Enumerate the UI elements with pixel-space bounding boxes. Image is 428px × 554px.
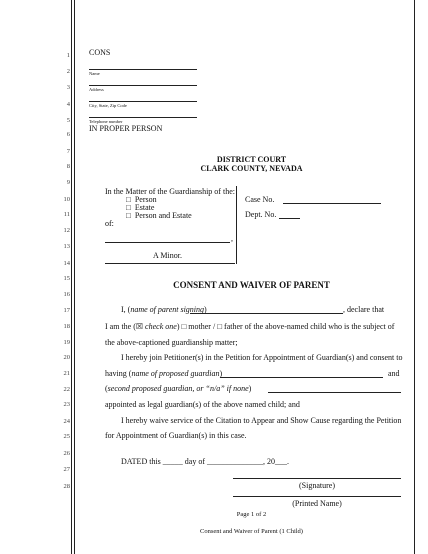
paragraph-2-line-2 <box>105 369 222 378</box>
line-number: 21 <box>63 370 70 377</box>
option-estate-label: Estate <box>134 203 155 212</box>
court-name: DISTRICT COURT <box>216 155 287 164</box>
line-number: 28 <box>63 483 70 490</box>
document-title: CONSENT AND WAIVER OF PARENT <box>173 280 330 290</box>
right-margin-rule <box>414 0 415 554</box>
line-number: 3 <box>66 84 70 91</box>
text: ) <box>219 369 223 378</box>
second-guardian-hint: second proposed guardian, or “n/a” if none <box>107 384 249 393</box>
line-number: 15 <box>63 275 70 282</box>
line-number: 23 <box>63 401 70 408</box>
line-number: 16 <box>63 291 70 298</box>
line-number: 24 <box>63 418 70 425</box>
line-number: 6 <box>66 131 70 138</box>
check-one-hint: check one <box>145 322 177 331</box>
city-line <box>89 101 197 102</box>
text: I, ( <box>121 305 131 314</box>
address-label: Address <box>89 87 104 92</box>
line-number: 22 <box>63 386 70 393</box>
line-number: 10 <box>63 196 70 203</box>
proper-person-label: IN PROPER PERSON <box>89 124 163 133</box>
paragraph-2-line-3 <box>105 384 251 393</box>
left-margin-rule-inner <box>74 0 75 554</box>
mother-father-choice[interactable]: ) □ mother / □ father of the above-named child who is the subject of <box>176 322 395 331</box>
line-number: 9 <box>66 179 70 186</box>
phone-line <box>89 117 197 118</box>
city-label: City, State, Zip Code <box>89 103 127 108</box>
line-number: 20 <box>63 354 70 361</box>
of-text: of: <box>105 219 114 228</box>
proposed-guardian-field[interactable] <box>220 377 383 378</box>
paragraph-3-line-1: I hereby waive service of the Citation to Appear and Show Cause regarding the Petition <box>121 416 402 425</box>
option-person-label: Person <box>134 195 157 204</box>
left-margin-rule <box>71 0 72 554</box>
line-number: 19 <box>63 339 70 346</box>
signature-label: (Signature) <box>299 481 335 490</box>
matter-of-text: In the Matter of the Guardianship of the: <box>105 187 235 196</box>
footer-title: Consent and Waiver of Parent (1 Child) <box>200 528 303 535</box>
paragraph-2-line-1: I hereby join Petitioner(s) in the Petition for Appointment of Guardian(s) and consent to <box>121 353 403 362</box>
cons-label: CONS <box>89 48 111 57</box>
printed-name-label: (Printed Name) <box>292 499 342 508</box>
printed-name-field[interactable] <box>233 496 401 497</box>
minor-name-line[interactable] <box>105 242 230 243</box>
line-number: 7 <box>66 148 70 155</box>
line-number: 27 <box>63 466 70 473</box>
parent-name-field[interactable] <box>190 313 343 314</box>
line-number: 26 <box>63 450 70 457</box>
line-number: 11 <box>63 211 70 218</box>
address-line <box>89 85 197 86</box>
second-guardian-field[interactable] <box>268 392 401 393</box>
and-text: and <box>388 369 400 378</box>
checkbox-icon[interactable]: □ <box>126 211 131 220</box>
line-number: 4 <box>66 101 70 108</box>
case-number-label: Case No. <box>245 195 275 204</box>
checkbox-icon[interactable]: □ <box>126 203 131 212</box>
declare-text: , declare that <box>343 305 385 314</box>
line-number: 13 <box>63 243 70 250</box>
minor-text: A Minor. <box>153 251 182 260</box>
line-number: 25 <box>63 433 70 440</box>
dept-number-field[interactable] <box>279 218 300 219</box>
caption-bottom-line <box>105 263 235 264</box>
proposed-guardian-hint: name of proposed guardian <box>131 369 220 378</box>
option-person-estate-label: Person and Estate <box>134 211 192 220</box>
line-number: 5 <box>66 117 70 124</box>
text: ) <box>204 305 207 314</box>
comma-text: , <box>231 234 233 243</box>
page-number: Page 1 of 2 <box>236 511 267 518</box>
paragraph-1-line-3: the above-captioned guardianship matter; <box>105 338 238 347</box>
paragraph-1-line-2 <box>105 322 394 331</box>
parent-name-hint: name of parent signing <box>130 305 205 314</box>
caption-divider <box>236 186 237 264</box>
phone-label: Telephone number <box>89 119 123 124</box>
text: ( <box>105 384 108 393</box>
text: I am the (☒ <box>105 322 144 331</box>
line-number: 17 <box>63 307 70 314</box>
line-number: 2 <box>66 68 70 75</box>
signature-field[interactable] <box>233 478 401 479</box>
option-person-estate <box>126 211 192 220</box>
dept-number-label: Dept. No. <box>245 210 277 219</box>
line-number: 1 <box>66 52 70 59</box>
text: ) <box>248 384 252 393</box>
name-line <box>89 69 197 70</box>
court-county: CLARK COUNTY, NEVADA <box>200 164 303 173</box>
dated-line[interactable]: DATED this _____ day of ______________, 20___. <box>121 457 289 466</box>
case-number-field[interactable] <box>283 203 381 204</box>
line-number: 18 <box>63 323 70 330</box>
line-number: 12 <box>63 227 70 234</box>
line-number: 14 <box>63 260 70 267</box>
paragraph-2-line-4: appointed as legal guardian(s) of the above named child; and <box>105 400 300 409</box>
text: having ( <box>105 369 132 378</box>
line-number: 8 <box>66 163 70 170</box>
name-label: Name <box>89 71 100 76</box>
paragraph-3-line-2: for Appointment of Guardian(s) in this case. <box>105 431 247 440</box>
checkbox-icon[interactable]: □ <box>126 195 131 204</box>
